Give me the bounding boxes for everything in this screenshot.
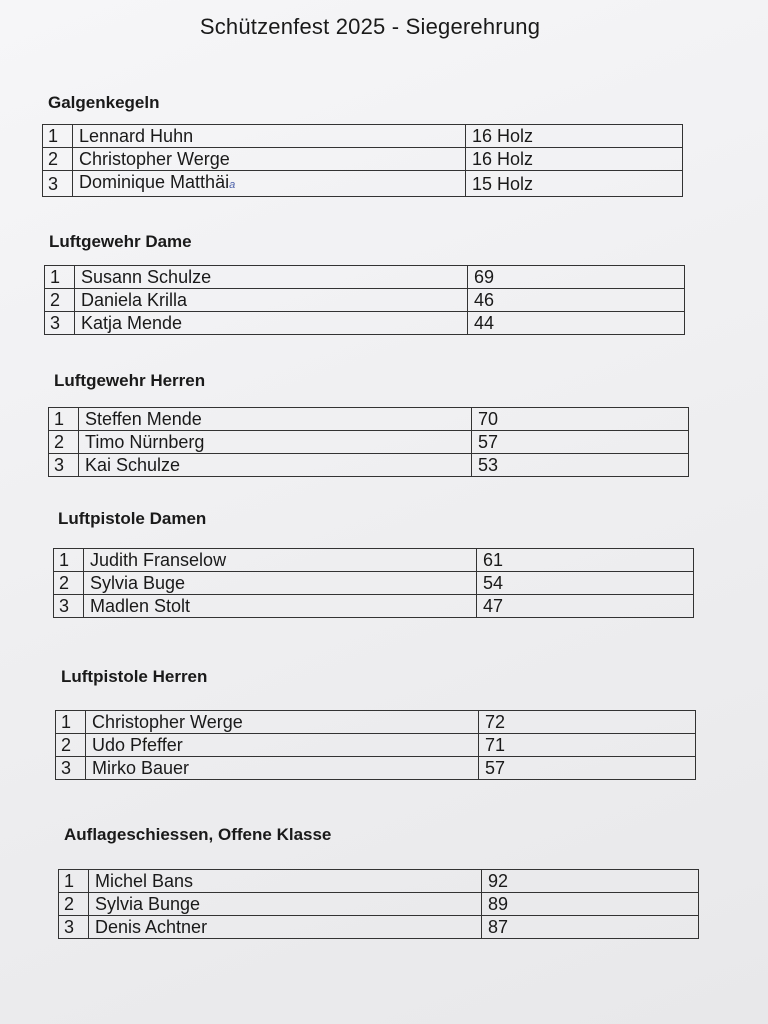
- score-cell: 46: [468, 289, 685, 312]
- results-table: [48, 407, 689, 477]
- section-luftpistole-herren: [61, 666, 207, 688]
- score-cell: 71: [479, 734, 696, 757]
- name-cell: Steffen Mende: [79, 408, 472, 431]
- name-cell: Susann Schulze: [75, 266, 468, 289]
- rank-cell: 2: [45, 289, 75, 312]
- name-cell: Katja Mende: [75, 312, 468, 335]
- score-cell: 47: [477, 595, 694, 618]
- table-row: [43, 125, 683, 148]
- results-table: [58, 869, 699, 939]
- score-cell: 89: [482, 893, 699, 916]
- name-cell: Udo Pfeffer: [86, 734, 479, 757]
- name-cell: Mirko Bauer: [86, 757, 479, 780]
- name-cell: Judith Franselow: [84, 549, 477, 572]
- score-cell: 15 Holz: [466, 171, 683, 197]
- score-cell: 57: [472, 431, 689, 454]
- rank-cell: 1: [59, 870, 89, 893]
- score-cell: 57: [479, 757, 696, 780]
- name-cell: Denis Achtner: [89, 916, 482, 939]
- rank-cell: 1: [56, 711, 86, 734]
- score-cell: 16 Holz: [466, 148, 683, 171]
- table-row: [54, 572, 694, 595]
- results-table: [55, 710, 696, 780]
- table-row: [43, 148, 683, 171]
- table-row: [45, 312, 685, 335]
- score-cell: 16 Holz: [466, 125, 683, 148]
- table-row: [54, 595, 694, 618]
- section-galgenkegeln: [48, 92, 159, 114]
- rank-cell: 1: [43, 125, 73, 148]
- score-cell: 53: [472, 454, 689, 477]
- score-cell: 92: [482, 870, 699, 893]
- handwritten-mark: a: [229, 179, 236, 191]
- name-cell: Michel Bans: [89, 870, 482, 893]
- rank-cell: 3: [54, 595, 84, 618]
- name-cell: Sylvia Buge: [84, 572, 477, 595]
- table-row: [45, 266, 685, 289]
- results-table: [44, 265, 685, 335]
- name-cell: Kai Schulze: [79, 454, 472, 477]
- section-heading: Luftgewehr Herren: [54, 371, 206, 390]
- rank-cell: 3: [43, 171, 73, 197]
- name-text: Dominique Matthäi: [79, 172, 230, 192]
- page-title: Schützenfest 2025 - Siegerehrung: [199, 14, 541, 39]
- results-table: [42, 124, 683, 197]
- results-table: [53, 548, 694, 618]
- score-cell: 61: [477, 549, 694, 572]
- rank-cell: 2: [49, 431, 79, 454]
- table-row: [59, 893, 699, 916]
- name-cell: [73, 171, 466, 197]
- score-cell: 72: [479, 711, 696, 734]
- rank-cell: 2: [54, 572, 84, 595]
- rank-cell: 2: [56, 734, 86, 757]
- section-heading: Luftgewehr Dame: [49, 232, 192, 251]
- score-cell: 69: [468, 266, 685, 289]
- rank-cell: 1: [45, 266, 75, 289]
- section-luftgewehr-herren: [54, 370, 205, 392]
- table-row: [59, 916, 699, 939]
- rank-cell: 3: [45, 312, 75, 335]
- section-heading: Auflageschiessen, Offene Klasse: [64, 825, 332, 844]
- section-heading: Galgenkegeln: [48, 93, 160, 112]
- section-heading: Luftpistole Herren: [61, 667, 208, 686]
- table-row: [59, 870, 699, 893]
- section-auflageschiessen: [64, 824, 331, 846]
- table-row: [43, 171, 683, 197]
- table-row: [56, 757, 696, 780]
- rank-cell: 1: [49, 408, 79, 431]
- name-cell: Timo Nürnberg: [79, 431, 472, 454]
- table-row: [45, 289, 685, 312]
- section-luftgewehr-dame: [49, 231, 192, 253]
- table-row: [56, 711, 696, 734]
- table-row: [54, 549, 694, 572]
- rank-cell: 2: [59, 893, 89, 916]
- score-cell: 44: [468, 312, 685, 335]
- rank-cell: 3: [59, 916, 89, 939]
- table-row: [49, 454, 689, 477]
- rank-cell: 3: [56, 757, 86, 780]
- section-luftpistole-damen: [58, 508, 206, 530]
- section-heading: Luftpistole Damen: [58, 509, 207, 528]
- name-cell: Lennard Huhn: [73, 125, 466, 148]
- name-cell: Madlen Stolt: [84, 595, 477, 618]
- score-cell: 70: [472, 408, 689, 431]
- table-row: [56, 734, 696, 757]
- rank-cell: 3: [49, 454, 79, 477]
- name-cell: Christopher Werge: [73, 148, 466, 171]
- rank-cell: 1: [54, 549, 84, 572]
- score-cell: 87: [482, 916, 699, 939]
- table-row: [49, 431, 689, 454]
- name-cell: Sylvia Bunge: [89, 893, 482, 916]
- score-cell: 54: [477, 572, 694, 595]
- name-cell: Christopher Werge: [86, 711, 479, 734]
- table-row: [49, 408, 689, 431]
- name-cell: Daniela Krilla: [75, 289, 468, 312]
- rank-cell: 2: [43, 148, 73, 171]
